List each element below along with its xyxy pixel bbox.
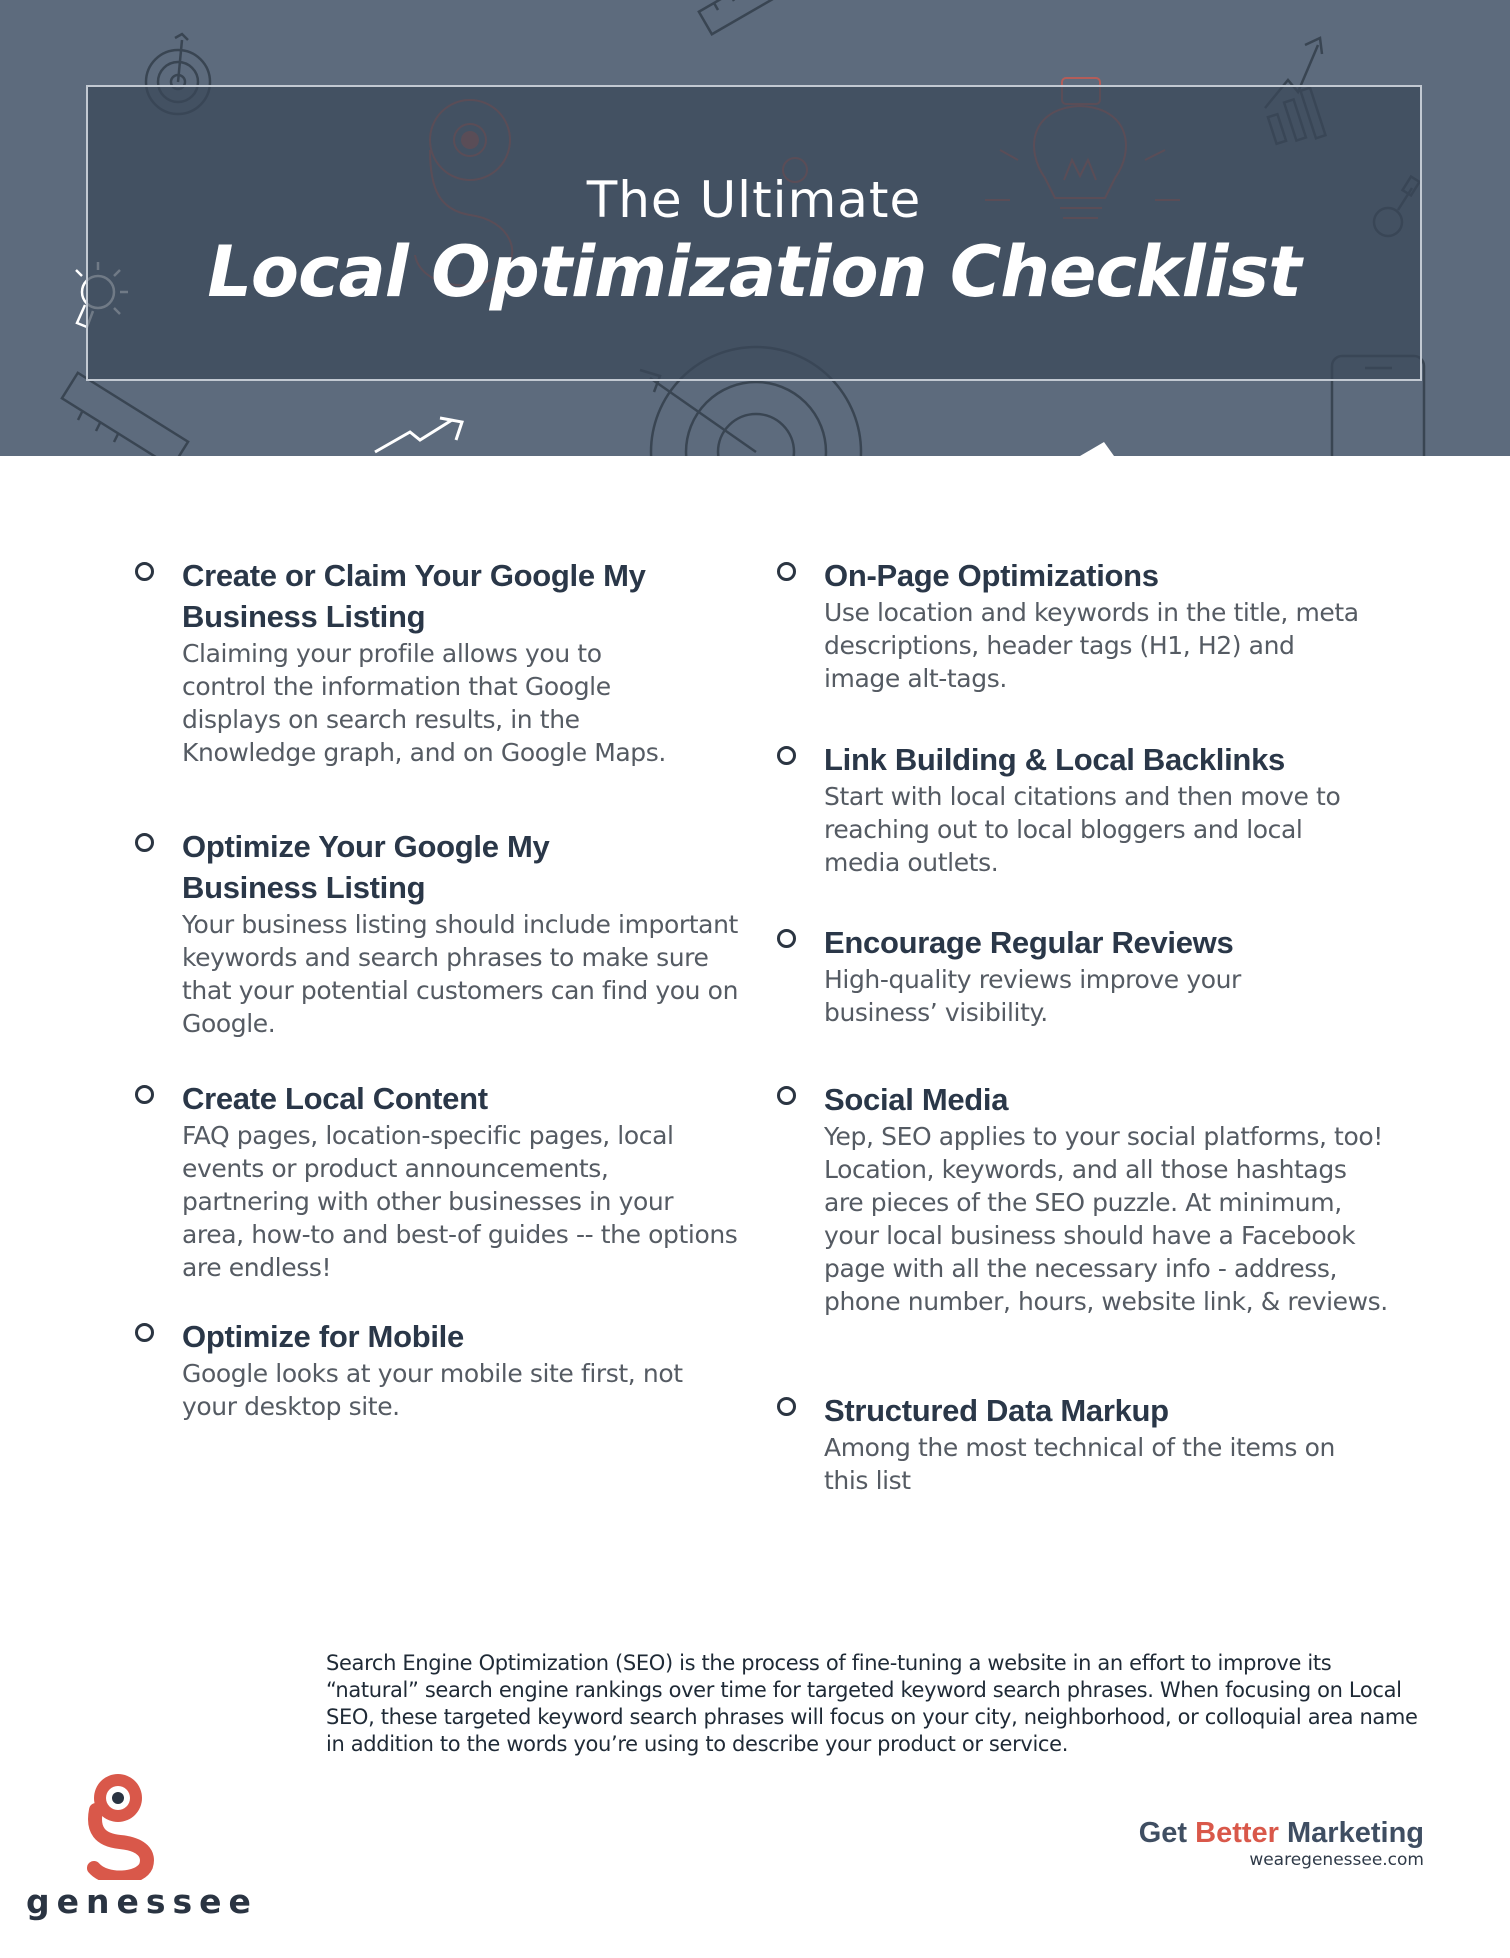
tagline xyxy=(1139,1817,1424,1850)
item-description: Among the most technical of the items on this list xyxy=(824,1433,1335,1495)
website-url[interactable]: wearegenessee.com xyxy=(1249,1850,1424,1870)
checkbox-icon[interactable] xyxy=(777,929,796,948)
item-title: Create Local Content xyxy=(182,1081,488,1116)
item-description: Start with local citations and then move to reaching out to local bloggers and local media outlets. xyxy=(824,782,1341,877)
item-description: High-quality reviews improve your business’ visibility. xyxy=(824,965,1241,1027)
arrow-icon xyxy=(375,418,462,452)
checkbox-icon[interactable] xyxy=(777,562,796,581)
item-description: Yep, SEO applies to your social platforms, too! Location, keywords, and all those hashtags are pieces of the SEO puzzle. At minimum, your local business should have a Facebook page with all the necessary info - address, phone number, hours, website link, & reviews. xyxy=(824,1122,1388,1316)
title-line1: The Ultimate xyxy=(586,171,922,229)
checklist-item xyxy=(774,739,1394,922)
item-title: Create or Claim Your Google My Business Listing xyxy=(182,558,646,634)
item-description: Claiming your profile allows you to control the information that Google displays on search results, in the Knowledge graph, and on Google Maps. xyxy=(182,639,666,767)
tagline-get: Get xyxy=(1138,1817,1196,1849)
checkbox-icon[interactable] xyxy=(135,562,154,581)
tagline-marketing: Marketing xyxy=(1278,1817,1424,1849)
checkbox-icon[interactable] xyxy=(135,1085,154,1104)
checklist-right-column xyxy=(774,555,1394,1497)
genessee-logo xyxy=(26,1770,258,1930)
checkbox-icon[interactable] xyxy=(777,746,796,765)
item-description: Use location and keywords in the title, meta descriptions, header tags (H1, H2) and image alt-tags. xyxy=(824,598,1359,693)
page-title: Local Optimization Checklist xyxy=(207,231,1301,313)
item-title: Optimize for Mobile xyxy=(182,1319,464,1354)
checklist-item xyxy=(774,922,1394,1079)
checklist-item xyxy=(132,1316,732,1423)
item-description: Your business listing should include important keywords and search phrases to make sure that your potential customers can find you on Google. xyxy=(182,910,739,1038)
hero-banner xyxy=(0,0,1510,456)
checklist-item xyxy=(774,1079,1394,1390)
title-box xyxy=(86,85,1422,381)
tagline-better: Better xyxy=(1195,1817,1279,1849)
checklist-item xyxy=(132,1078,738,1316)
checkbox-icon[interactable] xyxy=(777,1397,796,1416)
checklist-item xyxy=(132,555,732,826)
checkbox-icon[interactable] xyxy=(135,1323,154,1342)
item-title: Optimize Your Google My Business Listing xyxy=(182,829,550,905)
item-description: Google looks at your mobile site first, not your desktop site. xyxy=(182,1359,683,1421)
seo-definition-text: Search Engine Optimization (SEO) is the process of fine-tuning a website in an effort to improve its “natural” search engine rankings over time for targeted keyword search phrases. When focusing on Local SEO, these targeted keyword search phrases will focus on your city, neighborhood, or colloquial area name in addition to the words you’re using to describe your product or service. xyxy=(326,1651,1418,1756)
checkbox-icon[interactable] xyxy=(135,833,154,852)
white-shape-icon xyxy=(1080,442,1114,456)
item-title: Structured Data Markup xyxy=(824,1393,1169,1428)
item-title: Encourage Regular Reviews xyxy=(824,925,1234,960)
ruler-icon xyxy=(699,0,781,34)
item-title: Social Media xyxy=(824,1082,1009,1117)
checklist-item xyxy=(774,555,1394,739)
logo-wordmark: genessee xyxy=(26,1882,258,1921)
genessee-logo-icon xyxy=(26,1770,226,1880)
item-title: Link Building & Local Backlinks xyxy=(824,742,1285,777)
ruler-icon-2 xyxy=(62,373,188,456)
checkbox-icon[interactable] xyxy=(777,1086,796,1105)
checklist-left-column xyxy=(132,555,739,1423)
item-description: FAQ pages, location-specific pages, local events or product announcements, partnering with other businesses in your area, how-to and best-of guides -- the options are endless! xyxy=(182,1121,738,1282)
item-title: On-Page Optimizations xyxy=(824,558,1159,593)
checklist-item xyxy=(132,826,739,1078)
checklist-item xyxy=(774,1390,1394,1497)
